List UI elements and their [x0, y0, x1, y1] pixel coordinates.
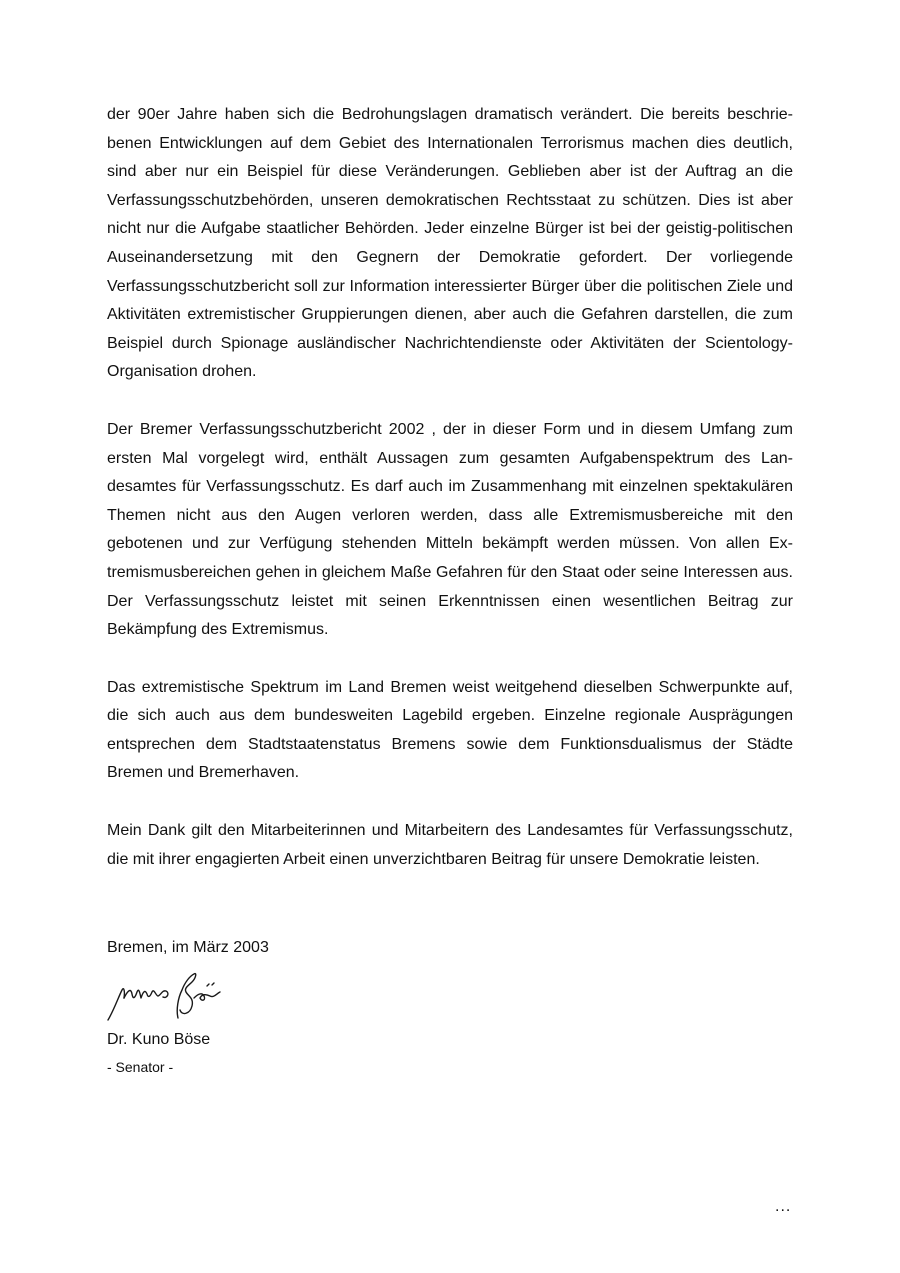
paragraph-acknowledgement: Mein Dank gilt den Mitarbeiterinnen und Mitarbeitern des Landesamtes für Verfassungsschutz, die mit ihrer engagierten Arbeit einen unverzichtbaren Beitrag für unsere Demokratie leisten. [107, 822, 793, 868]
paragraph-threat-situation: der 90er Jahre haben sich die Bedrohungslagen dramatisch verändert. Die bereits beschriebenen Entwicklungen auf dem Gebiet des Internationalen Terrorismus machen dies deutlich, sind aber nur ein Beispiel für diese Veränderungen. Geblieben aber ist der Auftrag an die Verfassungsschutzbehörden, unseren demokratischen Rechtsstaat zu schützen. Dies ist aber nicht nur die Aufgabe staatlicher Behörden. Jeder einzelne Bürger ist bei der geistig-politischen Auseinandersetzung mit den Gegnern der Demokratie gefordert. Der vorliegende Verfassungsschutzbericht soll zur Information interessierter Bürger über die politischen Ziele und Aktivitäten extremistischer Gruppierungen dienen, aber auch die Gefahren darstellen, die zum Beispiel durch Spionage ausländischer Nachrichtendienste oder Aktivitäten der Scientology-Organisation drohen. [107, 106, 793, 381]
handwritten-signature [104, 968, 228, 1024]
continuation-mark: ... [775, 1198, 792, 1215]
signatory-name: Dr. Kuno Böse [107, 1031, 211, 1048]
body-text [107, 101, 793, 903]
paragraph-report-scope: Der Bremer Verfassungsschutzbericht 2002 , der in dieser Form und in diesem Umfang zum ersten Mal vorgelegt wird, enthält Aussagen zum gesamten Aufgabenspektrum des Landesamtes für Verfassungsschutz. Es darf auch im Zusammenhang mit einzelnen spektakulären Themen nicht aus den Augen verloren werden, dass alle Extremismusbereiche mit den gebotenen und zur Verfügung stehenden Mitteln bekämpft werden müssen. Von allen Extremismusbereichen gehen in gleichem Maße Gefahren für den Staat oder seine Interessen aus. Der Verfassungsschutz leistet mit seinen Erkenntnissen einen wesentlichen Beitrag zur Bekämpfung des Extremismus. [107, 420, 793, 639]
signatory-title: - Senator - [107, 1059, 174, 1075]
paragraph-extremist-spectrum: Das extremistische Spektrum im Land Bremen weist weitgehend dieselben Schwerpunkte auf, die sich auch aus dem bundesweiten Lagebild ergeben. Einzelne regionale Ausprägungen entsprechen dem Stadtstaatenstatus Bremens sowie dem Funktionsdualismus der Städte Bremen und Bremerhaven. [107, 678, 793, 782]
place-and-date: Bremen, im März 2003 [107, 939, 269, 956]
